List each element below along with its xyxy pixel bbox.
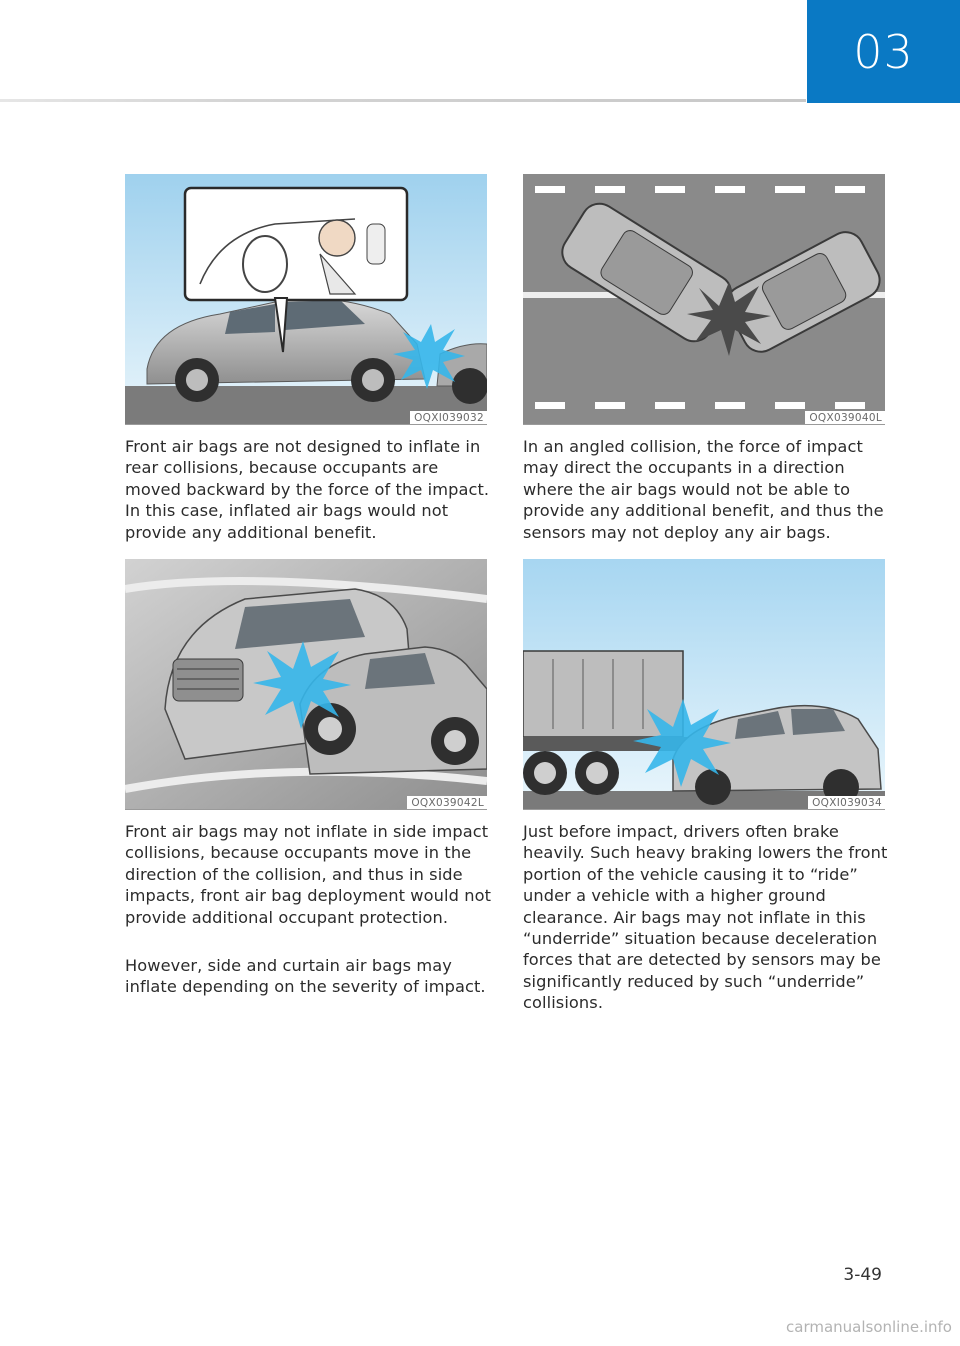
- angled-collision-illustration: [523, 174, 885, 424]
- underride-illustration: [523, 559, 885, 809]
- figure-side-impact: [125, 559, 487, 810]
- caption-angled-collision: In an angled collision, the force of impact may direct the occupants in a direction where the air bags would not be able to provide any additional benefit, and thus the sensors may not deploy any air bags.: [523, 437, 884, 542]
- figure-code: OQX039040L: [805, 411, 885, 424]
- figure-code: OQXI039032: [410, 411, 487, 424]
- caption-side-curtain-note: However, side and curtain air bags may inflate depending on the severity of impact.: [125, 956, 486, 997]
- figure-underride: [523, 559, 885, 810]
- rear-collision-illustration: [125, 174, 487, 424]
- watermark: carmanualsonline.info: [786, 1318, 952, 1336]
- figure-rear-collision: [125, 174, 487, 425]
- page-number: 3-49: [843, 1265, 882, 1285]
- caption-side-impact: Front air bags may not inflate in side impact collisions, because occupants move in the direction of the collision, and thus in side impacts, front air bag deployment would not provide additional occupant protection.: [125, 822, 492, 927]
- caption-underride: Just before impact, drivers often brake heavily. Such heavy braking lowers the front portion of the vehicle causing it to “ride” under a vehicle with a higher ground clearance. Air bags may not inflate in this “underride” situation because deceleration forces that are detected by sensors may be significantly reduced by such “underride” collisions.: [523, 822, 888, 1013]
- figure-code: OQX039042L: [407, 796, 487, 809]
- chapter-tab: 03: [807, 0, 960, 103]
- header-rule: [0, 99, 806, 102]
- figure-code: OQXI039034: [808, 796, 885, 809]
- figure-angled-collision: [523, 174, 885, 425]
- side-impact-illustration: [125, 559, 487, 809]
- caption-rear-collision: Front air bags are not designed to inflate in rear collisions, because occupants are moved backward by the force of the impact. In this case, inflated air bags would not provide any additional benefit.: [125, 437, 490, 542]
